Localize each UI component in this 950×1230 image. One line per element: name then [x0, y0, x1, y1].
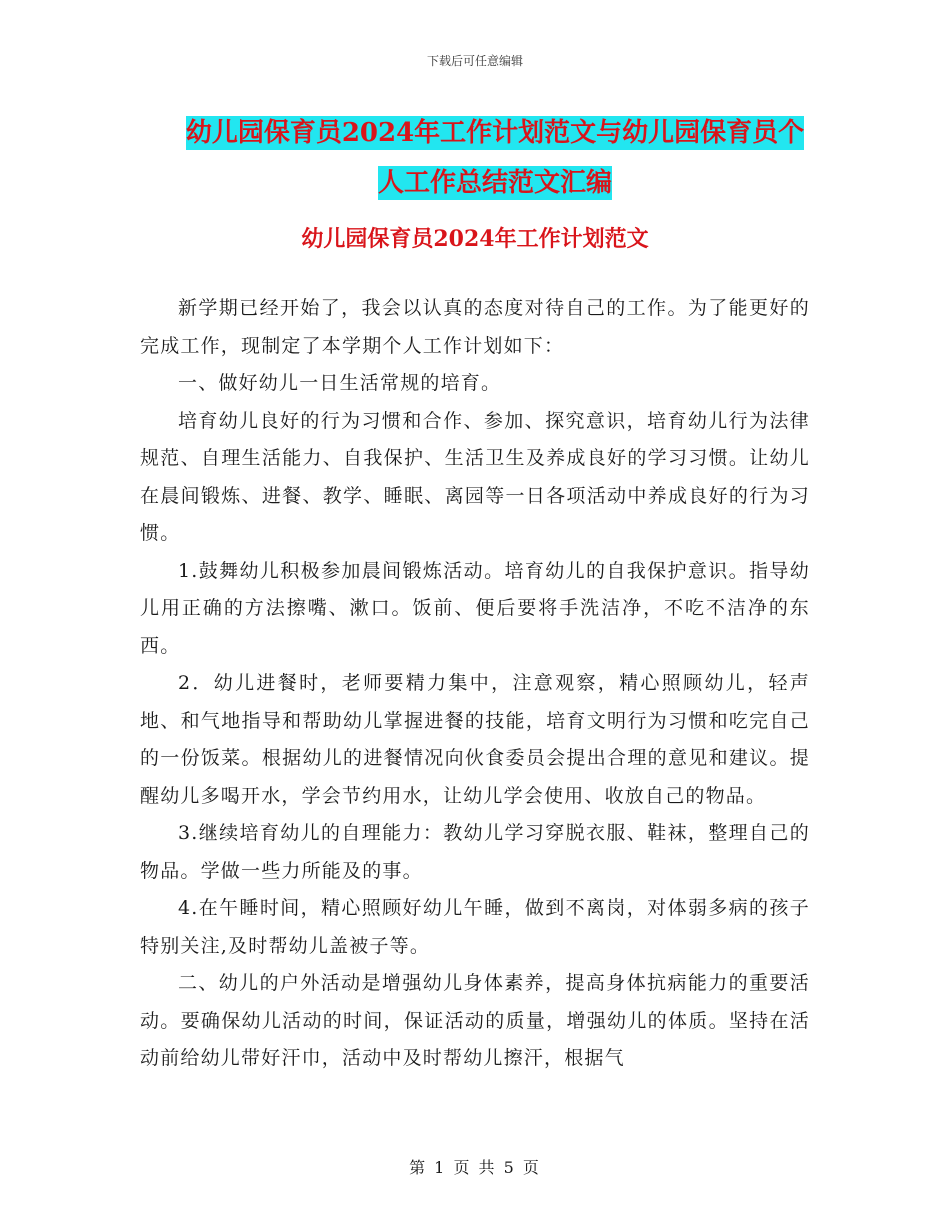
document-title-line-2: 人工作总结范文汇编 [377, 168, 612, 198]
body-text [140, 290, 810, 1078]
paragraph: 4.在午睡时间，精心照顾好幼儿午睡，做到不离岗，对体弱多病的孩子特别关注,及时帮幼儿盖被子等。 [140, 897, 810, 957]
paragraph: 培育幼儿良好的行为习惯和合作、参加、探究意识，培育幼儿行为法律规范、自理生活能力、自我保护、生活卫生及养成良好的学习习惯。让幼儿在晨间锻炼、进餐、教学、睡眠、离园等一日各项活动中养成良好的行为习惯。 [140, 409, 810, 544]
paragraph: 一、做好幼儿一日生活常规的培育。 [178, 372, 502, 394]
paragraph: 3.继续培育幼儿的自理能力：教幼儿学习穿脱衣服、鞋袜，整理自己的物品。学做一些力所能及的事。 [140, 822, 810, 882]
page-header: 下载后可任意编辑 [426, 54, 523, 68]
document-title [145, 108, 845, 208]
paragraph: 2．幼儿进餐时，老师要精力集中，注意观察，精心照顾幼儿，轻声地、和气地指导和帮助幼儿掌握进餐的技能，培育文明行为习惯和吃完自己的一份饭菜。根据幼儿的进餐情况向伙食委员会提出合理的意见和建议。提醒幼儿多喝开水，学会节约用水，让幼儿学会使用、收放自己的物品。 [140, 672, 810, 807]
paragraph: 新学期已经开始了，我会以认真的态度对待自己的工作。为了能更好的完成工作，现制定了本学期个人工作计划如下： [140, 297, 810, 357]
page-footer: 第 1 页 共 5 页 [409, 1158, 541, 1177]
paragraph: 1.鼓舞幼儿积极参加晨间锻炼活动。培育幼儿的自我保护意识。指导幼儿用正确的方法擦嘴、漱口。饭前、便后要将手洗洁净，不吃不洁净的东西。 [140, 559, 810, 657]
document-title-line-1: 幼儿园保育员2024年工作计划范文与幼儿园保育员个 [185, 118, 805, 148]
paragraph: 二、幼儿的户外活动是增强幼儿身体素养，提高身体抗病能力的重要活动。要确保幼儿活动的时间，保证活动的质量，增强幼儿的体质。坚持在活动前给幼儿带好汗巾，活动中及时帮幼儿擦汗，根据气 [140, 972, 810, 1069]
section-title: 幼儿园保育员2024年工作计划范文 [301, 226, 649, 252]
